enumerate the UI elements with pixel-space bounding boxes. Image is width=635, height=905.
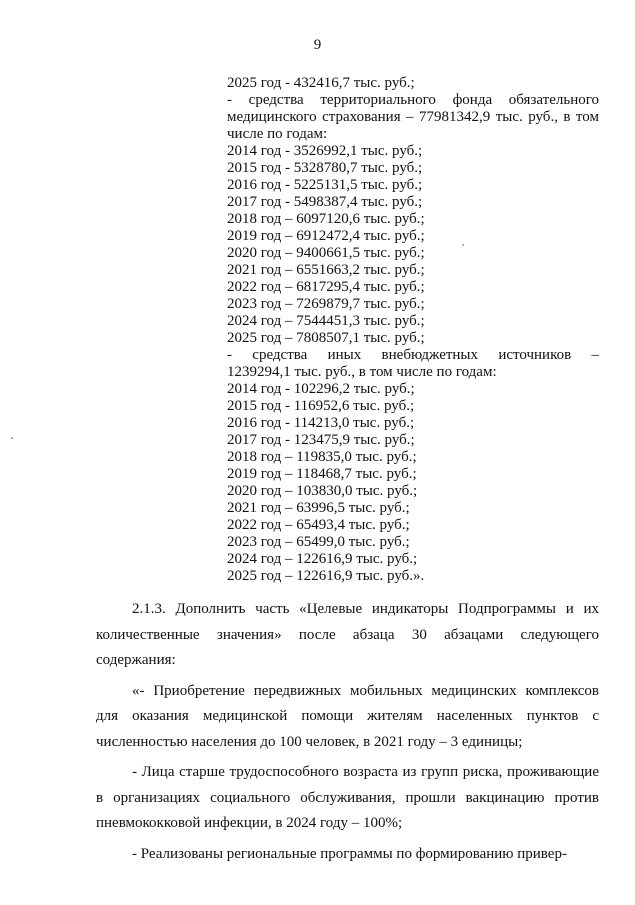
page-number: 9 [313, 37, 322, 53]
other-sources-years [227, 381, 599, 585]
list-item: 2016 год - 5225131,5 тыс. руб.; [227, 177, 423, 193]
list-item: 2018 год – 119835,0 тыс. руб.; [227, 449, 417, 465]
paragraph-vaccination: - Лица старше трудоспособного возраста из групп риска, проживающие в организациях социального обслуживания, прошли вакцинацию против пневмококковой инфекции, в 2024 году – 100%; [96, 764, 599, 831]
list-item: 2025 год – 122616,9 тыс. руб.». [227, 568, 425, 584]
list-item: 2019 год – 6912472,4 тыс. руб.; [227, 228, 425, 244]
paragraph-section-2-1-3: 2.1.3. Дополнить часть «Целевые индикаторы Подпрограммы и их количественные значения» после абзаца 30 абзацами следующего содержания: [96, 601, 599, 668]
scan-speck [11, 437, 13, 439]
other-sources-word: иных [327, 347, 362, 363]
other-sources-word: средства [252, 347, 308, 363]
paragraph-regional-programs: - Реализованы региональные программы по формированию привер- [132, 845, 567, 862]
other-sources-word: - [227, 347, 232, 363]
list-item: 2018 год – 6097120,6 тыс. руб.; [227, 211, 425, 227]
list-item: 2024 год – 122616,9 тыс. руб.; [227, 551, 418, 567]
list-item: 2015 год - 116952,6 тыс. руб.; [227, 398, 415, 414]
list-item: 2021 год – 6551663,2 тыс. руб.; [227, 262, 425, 278]
list-item: 2022 год – 6817295,4 тыс. руб.; [227, 279, 425, 295]
other-sources-word: источников [498, 347, 572, 363]
list-item: 2020 год – 103830,0 тыс. руб.; [227, 483, 418, 499]
list-item: 2022 год – 65493,4 тыс. руб.; [227, 517, 410, 533]
list-item: 2023 год – 65499,0 тыс. руб.; [227, 534, 410, 550]
territorial-fund-intro: - средства территориального фонда обязательного медицинского страхования – 77981342,9 тыс. руб., в том числе по годам: [227, 92, 599, 142]
scan-speck [462, 244, 464, 246]
list-item: 2017 год - 5498387,4 тыс. руб.; [227, 194, 423, 210]
list-item: 2019 год – 118468,7 тыс. руб.; [227, 466, 417, 482]
other-sources-intro [227, 347, 599, 364]
other-sources-word: – [591, 347, 599, 363]
other-sources-total: 1239294,1 тыс. руб., в том числе по годам: [227, 364, 497, 380]
list-item: 2025 год – 7808507,1 тыс. руб.; [227, 330, 425, 346]
list-item: 2020 год – 9400661,5 тыс. руб.; [227, 245, 425, 261]
list-item: 2016 год - 114213,0 тыс. руб.; [227, 415, 415, 431]
list-item: 2017 год - 123475,9 тыс. руб.; [227, 432, 415, 448]
list-item: 2014 год - 3526992,1 тыс. руб.; [227, 143, 423, 159]
list-line-2025-federal: 2025 год - 432416,7 тыс. руб.; [227, 75, 415, 91]
other-sources-word: внебюджетных [381, 347, 479, 363]
list-item: 2024 год – 7544451,3 тыс. руб.; [227, 313, 425, 329]
body-text [96, 597, 599, 867]
list-item: 2021 год – 63996,5 тыс. руб.; [227, 500, 410, 516]
paragraph-mobile-complexes: «- Приобретение передвижных мобильных медицинских комплексов для оказания медицинской помощи жителям населенных пунктов с численностью населения до 100 человек, в 2021 году – 3 единицы; [96, 682, 599, 750]
list-item: 2015 год - 5328780,7 тыс. руб.; [227, 160, 423, 176]
funding-list [227, 75, 599, 585]
territorial-fund-years [227, 143, 599, 347]
list-item: 2023 год – 7269879,7 тыс. руб.; [227, 296, 425, 312]
list-item: 2014 год - 102296,2 тыс. руб.; [227, 381, 415, 397]
